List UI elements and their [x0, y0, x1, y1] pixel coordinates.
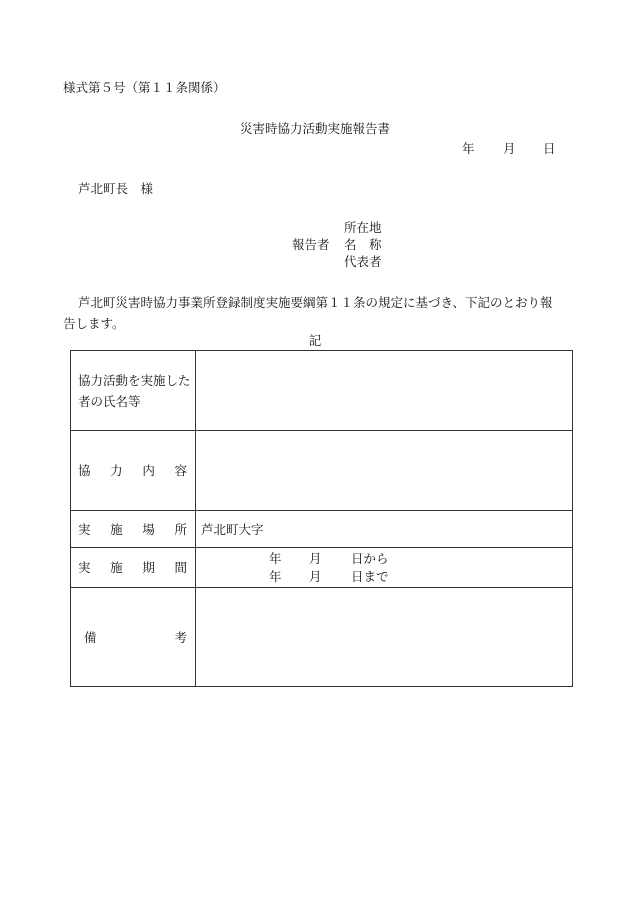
reporter-label: 報告者: [292, 237, 330, 252]
document-title: 災害時協力活動実施報告書: [239, 121, 390, 136]
table-row-content: [71, 431, 573, 511]
addressee: 芦北町長 様: [78, 181, 154, 196]
label-char: 実: [78, 560, 91, 575]
label-char: 容: [174, 463, 187, 478]
performer-field[interactable]: [196, 351, 573, 431]
place-field[interactable]: 芦北町大字: [196, 511, 573, 548]
label-char: 協: [78, 463, 91, 478]
date-day-label: 日: [543, 141, 556, 156]
period-end-suffix: 日まで: [351, 568, 389, 584]
period-field[interactable]: [196, 548, 573, 588]
period-start-month: 月: [309, 550, 322, 566]
period-label: [71, 548, 196, 588]
date-month-label: 月: [503, 141, 516, 156]
label-char: 場: [142, 521, 155, 537]
label-char: 期: [142, 560, 155, 575]
table-row-performer: [71, 351, 573, 431]
body-text: 芦北町災害時協力事業所登録制度実施要綱第１１条の規定に基づき、下記のとおり報告します。: [63, 295, 553, 331]
label-char: 施: [110, 560, 123, 575]
label-char: 考: [174, 629, 187, 645]
content-field[interactable]: [196, 431, 573, 511]
table-row-remarks: [71, 588, 573, 687]
label-char: 所: [174, 521, 187, 537]
label-char: 間: [174, 560, 187, 575]
label-char: 内: [142, 463, 155, 478]
content-label: [71, 431, 196, 511]
reporter-representative-label: 代表者: [344, 254, 382, 269]
remarks-label: [71, 588, 196, 687]
period-end-year: 年: [269, 568, 282, 584]
period-start-suffix: 日から: [351, 550, 389, 566]
form-number: 様式第５号（第１１条関係）: [63, 80, 226, 95]
label-char: 施: [110, 521, 123, 537]
label-char: 備: [84, 629, 97, 645]
report-table: [70, 350, 573, 687]
ki-heading: 記: [308, 333, 322, 348]
label-char: 実: [78, 521, 91, 537]
performer-label: 協力活動を実施した者の氏名等: [71, 351, 196, 431]
period-end-line: [201, 568, 572, 586]
label-char: 力: [110, 463, 123, 478]
remarks-field[interactable]: [196, 588, 573, 687]
reporter-name-label: 名 称: [344, 237, 382, 252]
period-start-line: [201, 550, 572, 568]
table-row-place: [71, 511, 573, 548]
period-end-month: 月: [309, 568, 322, 584]
table-row-period: [71, 548, 573, 588]
period-start-year: 年: [269, 550, 282, 566]
date-year-label: 年: [462, 141, 475, 156]
place-label: [71, 511, 196, 548]
reporter-address-label: 所在地: [344, 220, 382, 235]
